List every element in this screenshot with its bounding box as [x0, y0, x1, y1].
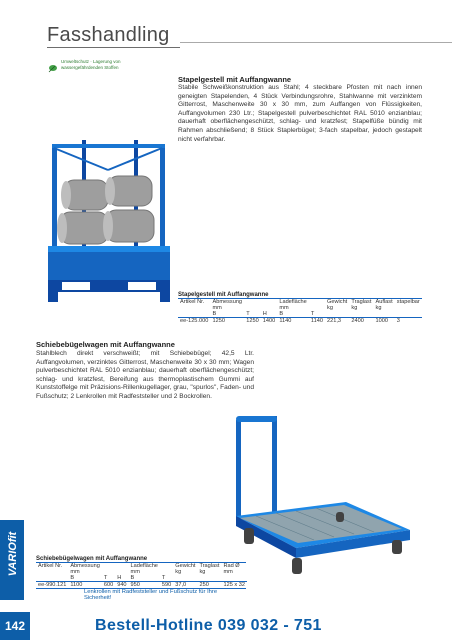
- col-artikel: Artikel Nr.: [180, 298, 205, 305]
- unit-cell: mm: [70, 568, 80, 575]
- product1-description: Stabile Schweißkonstruktion aus Stahl; 4 steckbare Pfosten mit nach innen geneigten Stapelenden, 4 Stück Verbindungsrohre, Stahlwanne mit verzinktem Gitterrost, Maschenweite 30 x 30 mm, zum Auffangen von Flüssigkeiten, Auffangvolumen 230 Ltr.; Stapelgestell pulverbeschichtet RAL 5010 enzianblau; dauerhaft oberflächengeschützt, schlag- und kratzfest; Stapelfüße bündig mit Rahmen abschließend; 8 Stück Staplerbügel; 3-fach stapelbar, jedoch gestapelt nicht verfahrbar.: [178, 84, 422, 143]
- subheader-cell: T: [246, 310, 250, 317]
- table-cell: 1140: [279, 317, 292, 324]
- product2-safety-note: Lenkrollen mit Radfeststeller und Fußschutz für Ihre Sicherheit!: [84, 588, 218, 601]
- page-title: Fasshandling: [47, 24, 170, 46]
- col-artikel: Artikel Nr.: [38, 562, 63, 569]
- col-gewicht: Gewicht: [327, 298, 348, 305]
- unit-cell: mm: [212, 304, 222, 311]
- subheader-cell: H: [262, 310, 267, 317]
- table-cell: 940: [117, 581, 127, 588]
- subheader-cell: B: [130, 574, 135, 581]
- col-abmessung: Abmessung: [212, 298, 243, 305]
- table-cell: 1140: [310, 317, 323, 324]
- product1-table: [178, 292, 422, 324]
- unit-cell: mm: [279, 304, 289, 311]
- unit-cell: kg: [199, 568, 206, 575]
- table-cell: ee-125.000: [180, 317, 209, 324]
- subheader-cell: H: [117, 574, 122, 581]
- product2-table-title: Schiebebügelwagen mit Auffangwanne: [36, 556, 148, 562]
- table-cell: ee-990.121: [38, 581, 67, 588]
- product2-table: [36, 556, 246, 601]
- col-traglast: Traglast: [199, 562, 220, 569]
- title-rule: [180, 42, 452, 43]
- title-underline: [47, 47, 180, 48]
- unit-cell: mm: [130, 568, 140, 575]
- col-ladeflaeche: Ladefläche: [279, 298, 307, 305]
- subheader-cell: T: [103, 574, 108, 581]
- product2-spec-table: [36, 563, 247, 588]
- leaf-logo-icon: [48, 60, 58, 70]
- order-hotline: Bestell-Hotline 039 032 - 751: [95, 617, 322, 634]
- table-cell: 590: [161, 581, 172, 588]
- table-cell: 2400: [351, 317, 364, 324]
- table-cell: 600: [103, 581, 114, 588]
- col-ladeflaeche: Ladefläche: [130, 562, 158, 569]
- table-cell: 1250: [246, 317, 259, 324]
- table-cell: 950: [130, 581, 140, 588]
- col-stapelbar: stapelbar: [396, 298, 420, 305]
- table-cell: 1250: [212, 317, 225, 324]
- subheader-cell: B: [70, 574, 75, 581]
- col-auflast: Auflast: [375, 298, 393, 305]
- stacking-rack-image: [42, 140, 176, 308]
- unit-cell: kg: [351, 304, 358, 311]
- product1-heading: Stapelgestell mit Auffangwanne: [178, 75, 292, 84]
- logo-line-1: Umweltschutz · Lagerung von: [61, 59, 121, 64]
- table-row: [178, 317, 422, 324]
- subheader-cell: T: [161, 574, 166, 581]
- table-cell: 1000: [375, 317, 388, 324]
- table-cell: 221,3: [327, 317, 342, 324]
- table-cell: 250: [199, 581, 209, 588]
- table-cell: 1100: [70, 581, 83, 588]
- subheader-cell: B: [279, 310, 284, 317]
- subheader-cell: T: [310, 310, 315, 317]
- push-cart-image: [196, 412, 422, 577]
- unit-cell: kg: [327, 304, 333, 311]
- table-cell: 1400: [262, 317, 276, 324]
- table-cell: 37,0: [175, 581, 187, 588]
- logo-line-2: wassergefährdenden Stoffen: [61, 65, 119, 70]
- product1-table-title: Stapelgestell mit Auffangwanne: [178, 292, 269, 298]
- col-rad: Rad Ø: [223, 562, 240, 569]
- logo-caption: [61, 59, 121, 71]
- page-number: 142: [0, 612, 30, 640]
- subheader-cell: B: [212, 310, 217, 317]
- unit-cell: mm: [223, 568, 233, 575]
- table-cell: 125 x 32: [223, 581, 245, 588]
- unit-cell: kg: [175, 568, 182, 575]
- table-header-row: [178, 299, 422, 305]
- product2-description: Stahlblech direkt verschweißt; mit Schiebebügel; 42,5 Ltr. Auffangvolumen, verzinktes Gitterrost, Maschenweite 30 x 30 mm; Wagen pulverbeschichtet RAL 5010 enzianblau; dauerhaft oberflächengeschützt; schlag- und kratzfest, Bereifung aus thermoplastischem Gummi auf Kunststoffelge mit Präzisions-Rillenkugellager, grau, "spurlos", Faden- und Fußschutz; 2 Lenkrollen mit Radfeststeller und 2 Bockrollen.: [36, 350, 254, 400]
- unit-cell: kg: [375, 304, 382, 311]
- col-traglast: Traglast: [351, 298, 372, 305]
- product1-spec-table: [178, 299, 422, 324]
- brand-logo: VARIOfit: [7, 531, 19, 577]
- table-cell: 3: [396, 317, 400, 324]
- col-abmessung: Abmessung: [70, 562, 100, 569]
- product2-heading: Schiebebügelwagen mit Auffangwanne: [36, 340, 175, 349]
- col-gewicht: Gewicht: [175, 562, 196, 569]
